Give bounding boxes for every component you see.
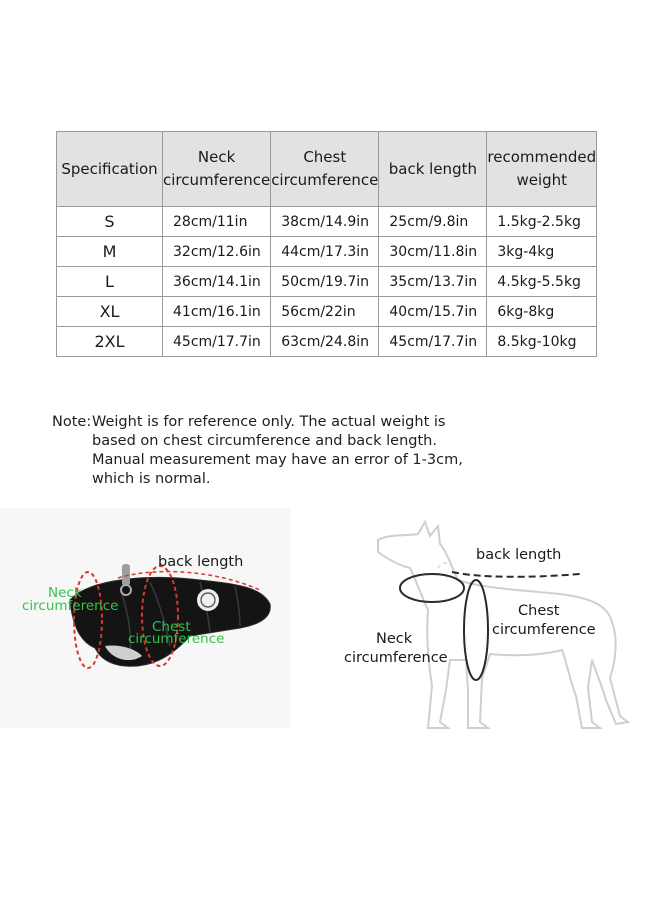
size-cell: XL	[57, 297, 163, 327]
header-back-length: back length	[379, 132, 487, 207]
back-length-cell: 30cm/11.8in	[379, 237, 487, 267]
diagram-neck-label-2: circumference	[344, 650, 448, 666]
table-row	[57, 267, 597, 297]
note-line: which is normal.	[92, 471, 211, 487]
weight-cell: 8.5kg-10kg	[487, 327, 597, 357]
back-length-cell: 35cm/13.7in	[379, 267, 487, 297]
neck-cell: 36cm/14.1in	[163, 267, 271, 297]
note-label: Note:	[52, 414, 92, 430]
diagram-chest-label-1: Chest	[518, 603, 560, 619]
dog-measurement-diagram	[330, 510, 655, 750]
neck-cell: 32cm/12.6in	[163, 237, 271, 267]
header-neck-circumference: Neck circumference	[163, 132, 271, 207]
chest-cell: 56cm/22in	[271, 297, 379, 327]
neck-cell: 45cm/17.7in	[163, 327, 271, 357]
table-row	[57, 237, 597, 267]
weight-cell: 1.5kg-2.5kg	[487, 207, 597, 237]
header-chest-circumference: Chest circumference	[271, 132, 379, 207]
neck-cell: 28cm/11in	[163, 207, 271, 237]
neck-cell: 41cm/16.1in	[163, 297, 271, 327]
weight-cell: 4.5kg-5.5kg	[487, 267, 597, 297]
photo-chest-label-2: circumference	[128, 631, 225, 647]
header-recommended-weight: recommended weight	[487, 132, 597, 207]
note-line: Manual measurement may have an error of 1-3cm,	[92, 452, 463, 468]
chest-cell: 38cm/14.9in	[271, 207, 379, 237]
size-cell: L	[57, 267, 163, 297]
chest-cell: 50cm/19.7in	[271, 267, 379, 297]
table-row	[57, 207, 597, 237]
table-row	[57, 327, 597, 357]
weight-cell: 6kg-8kg	[487, 297, 597, 327]
chest-cell: 63cm/24.8in	[271, 327, 379, 357]
weight-cell: 3kg-4kg	[487, 237, 597, 267]
header-specification: Specification	[57, 132, 163, 207]
back-length-cell: 25cm/9.8in	[379, 207, 487, 237]
photo-chest-label-1: Chest	[152, 619, 191, 635]
back-length-cell: 40cm/15.7in	[379, 297, 487, 327]
photo-back-length-label: back length	[158, 554, 244, 570]
photo-neck-label-2: circumference	[22, 598, 119, 614]
diagram-back-length-label: back length	[476, 547, 562, 563]
table-row	[57, 297, 597, 327]
size-cell: S	[57, 207, 163, 237]
diagram-chest-label-2: circumference	[492, 622, 596, 638]
size-cell: M	[57, 237, 163, 267]
chest-cell: 44cm/17.3in	[271, 237, 379, 267]
diagram-neck-label-1: Neck	[376, 631, 413, 647]
back-length-cell: 45cm/17.7in	[379, 327, 487, 357]
dog-coat-illustration	[0, 508, 290, 728]
note-line: Weight is for reference only. The actual weight is	[92, 414, 446, 430]
table-header-row	[57, 132, 597, 207]
coat-photo	[0, 508, 290, 728]
photo-neck-label-1: Neck	[48, 585, 82, 601]
size-cell: 2XL	[57, 327, 163, 357]
size-chart-table	[56, 131, 597, 357]
note-line: based on chest circumference and back length.	[92, 433, 437, 449]
